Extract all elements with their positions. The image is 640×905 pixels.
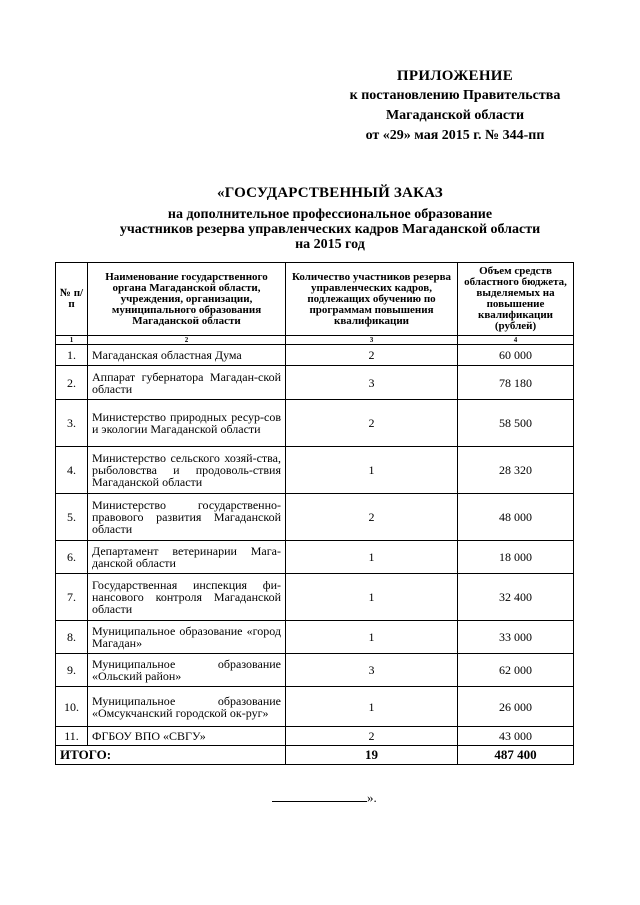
order-subtitle-2: участников резерва управленческих кадров Магаданской области: [119, 222, 541, 237]
appendix-line-2: Магаданской области: [385, 108, 525, 123]
appendix-header: [330, 66, 580, 146]
organization-name: Департамент ветеринарии Мага-данской области: [88, 541, 286, 574]
budget-amount: 62 000: [458, 654, 574, 687]
row-number: 10.: [56, 687, 88, 727]
table-row: [56, 654, 574, 687]
participant-count: 2: [286, 345, 458, 366]
participant-count: 3: [286, 654, 458, 687]
organization-name: Магаданская областная Дума: [88, 345, 286, 366]
organization-name: Министерство государственно-правового развития Магаданской области: [88, 494, 286, 541]
participant-count: 2: [286, 727, 458, 746]
participant-count: 1: [286, 541, 458, 574]
header-budget: Объем средств областного бюджета, выделяемых на повышение квалификации (рублей): [458, 263, 574, 336]
state-order-table: [55, 262, 574, 765]
row-number: 9.: [56, 654, 88, 687]
order-subtitle-1: на дополнительное профессиональное образование: [167, 207, 493, 222]
closing-mark: [272, 790, 377, 806]
total-budget-amount: 487 400: [458, 746, 574, 765]
order-subtitle-3: на 2015 год: [295, 237, 365, 252]
budget-amount: 58 500: [458, 400, 574, 447]
appendix-title: ПРИЛОЖЕНИЕ: [396, 68, 514, 84]
participant-count: 1: [286, 447, 458, 494]
participant-count: 2: [286, 494, 458, 541]
table-row: [56, 574, 574, 621]
organization-name: Аппарат губернатора Магадан-ской области: [88, 366, 286, 400]
total-label: ИТОГО:: [56, 746, 286, 765]
total-row: [56, 746, 574, 765]
budget-amount: 32 400: [458, 574, 574, 621]
column-number: 3: [286, 336, 458, 345]
organization-name: Муниципальное образование «Ольский район»: [88, 654, 286, 687]
row-number: 7.: [56, 574, 88, 621]
organization-name: Министерство природных ресур-сов и экологии Магаданской области: [88, 400, 286, 447]
appendix-line-3: от «29» мая 2015 г. № 344-пп: [365, 128, 545, 143]
participant-count: 3: [286, 366, 458, 400]
row-number: 4.: [56, 447, 88, 494]
budget-amount: 78 180: [458, 366, 574, 400]
table-row: [56, 447, 574, 494]
organization-name: ФГБОУ ВПО «СВГУ»: [88, 727, 286, 746]
table-header-row: [56, 263, 574, 336]
table-row: [56, 494, 574, 541]
table-row: [56, 345, 574, 366]
table-row: [56, 366, 574, 400]
table-row: [56, 727, 574, 746]
participant-count: 1: [286, 574, 458, 621]
column-number: 2: [88, 336, 286, 345]
participant-count: 2: [286, 400, 458, 447]
organization-name: Муниципальное образование «Омсукчанский городской ок-руг»: [88, 687, 286, 727]
row-number: 11.: [56, 727, 88, 746]
column-number-row: [56, 336, 574, 345]
column-number: 4: [458, 336, 574, 345]
header-participants: Количество участников резерва управленческих кадров, подлежащих обучению по программам повышения квалификации: [286, 263, 458, 336]
closing-quote: ».: [367, 790, 377, 805]
row-number: 2.: [56, 366, 88, 400]
budget-amount: 48 000: [458, 494, 574, 541]
row-number: 6.: [56, 541, 88, 574]
budget-amount: 33 000: [458, 621, 574, 654]
budget-amount: 28 320: [458, 447, 574, 494]
table-row: [56, 541, 574, 574]
row-number: 8.: [56, 621, 88, 654]
table-row: [56, 687, 574, 727]
organization-name: Государственная инспекция фи-нансового контроля Магаданской области: [88, 574, 286, 621]
budget-amount: 18 000: [458, 541, 574, 574]
budget-amount: 26 000: [458, 687, 574, 727]
participant-count: 1: [286, 621, 458, 654]
row-number: 5.: [56, 494, 88, 541]
header-number: № п/п: [56, 263, 88, 336]
appendix-line-1: к постановлению Правительства: [349, 88, 561, 103]
row-number: 1.: [56, 345, 88, 366]
organization-name: Министерство сельского хозяй-ства, рыболовства и продоволь-ствия Магаданской области: [88, 447, 286, 494]
header-organization: Наименование государственного органа Магаданской области, учреждения, организации, муниципального образования Магаданской области: [88, 263, 286, 336]
order-heading: [60, 186, 600, 252]
budget-amount: 60 000: [458, 345, 574, 366]
table-row: [56, 400, 574, 447]
total-participant-count: 19: [286, 746, 458, 765]
budget-amount: 43 000: [458, 727, 574, 746]
column-number: 1: [56, 336, 88, 345]
closing-underline: [272, 801, 367, 802]
organization-name: Муниципальное образование «город Магадан»: [88, 621, 286, 654]
table-row: [56, 621, 574, 654]
order-title: «ГОСУДАРСТВЕННЫЙ ЗАКАЗ: [217, 185, 443, 201]
participant-count: 1: [286, 687, 458, 727]
row-number: 3.: [56, 400, 88, 447]
